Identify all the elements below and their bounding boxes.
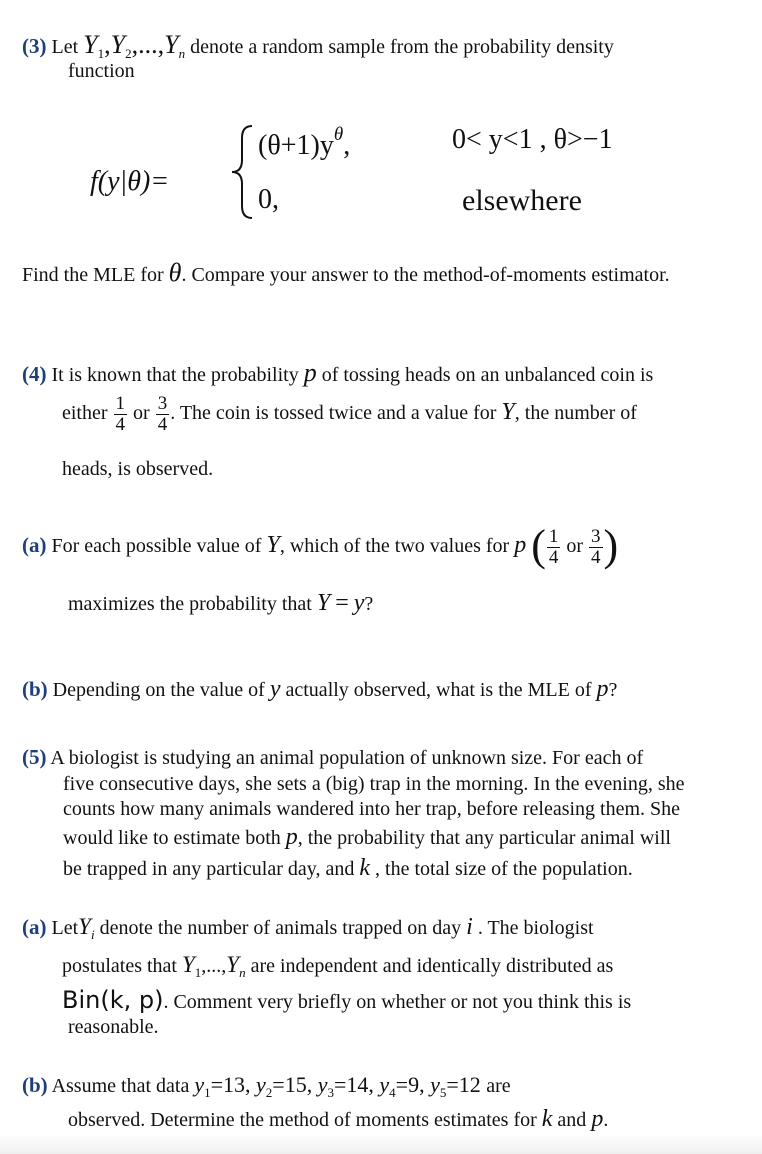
problem-5b-line-1: (b) Assume that data $y_1=13$, $y_2=15$, $y_3=14$, $y_4=9$, $y_5=12$ are — [22, 1072, 511, 1100]
fraction-three-quarters: $\frac{3}{4}$ — [157, 393, 168, 435]
problem-4-number: (4) — [22, 362, 47, 386]
problem-3-intro-let: Let — [51, 36, 79, 58]
case-1-condition: 0< y<1 , θ>−1 — [452, 124, 613, 155]
problem-5-number: (5) — [22, 745, 47, 769]
page-bottom-shadow — [0, 1134, 762, 1154]
problem-3-intro-text: denote a random sample from the probability density — [190, 36, 614, 58]
case-2-condition: elsewhere — [462, 184, 582, 217]
case-1-expression: $(\theta+1)y^\theta$, — [258, 124, 351, 161]
density-lhs: f(y|θ)= — [90, 166, 170, 197]
problem-3-line-1: (3) Let $Y_1,Y_2,...,Yn$ denote a random sample from the probability density — [22, 30, 614, 61]
problem-3-function-word: function — [68, 60, 135, 82]
problem-4b: (b) Depending on the value of y actually observed, what is the MLE of p? — [22, 676, 618, 702]
problem-4a-line-2: maximizes the probability that Y = y? — [68, 590, 374, 616]
problem-3-question: Find the MLE for θ. Compare your answer to the method-of-moments estimator. — [22, 258, 670, 287]
problem-5b-line-2: observed. Determine the method of moments estimates for k and p. — [68, 1106, 609, 1132]
problem-4-line-3: heads, is observed. — [62, 458, 214, 480]
problem-4a: (a) For each possible value of Y, which of the two values for p ( $\frac{1}{4}$ or $\frac{3}{4}$ ) — [22, 521, 619, 570]
sample-y2: $Y_2$ — [110, 30, 132, 61]
problem-4b-label: (b) — [22, 677, 48, 701]
problem-4-line-2: either $\frac{1}{4}$ or $\frac{3}{4}$ . The coin is tossed twice and a value for Y, the number of — [62, 393, 637, 435]
problem-3-number: (3) — [22, 34, 47, 58]
problem-5b-label: (b) — [22, 1073, 48, 1097]
problem-5-body: (5) A biologist is studying an animal population of unknown size. For each of five consecutive days, she sets a (big) trap in the morning. In the evening, she counts how many animals wandered into her trap, before releasing them. She would like to estimate both p, the probability that any particular animal will be trapped in any particular day, and k , the total size of the population. — [22, 745, 685, 881]
problem-5a-line-3: Bin(k, p). Comment very briefly on whether or not you think this is — [62, 986, 632, 1014]
problem-5a-line-4: reasonable. — [68, 1016, 159, 1038]
case-2-expression: 0, — [258, 184, 279, 215]
problem-4-line-1: (4) It is known that the probability p of tossing heads on an unbalanced coin is — [22, 358, 654, 387]
problem-5a-line-2: postulates that $Y_1,...,Y_n$ are independent and identically distributed as — [62, 952, 614, 980]
sample-y1: $Y_1$ — [83, 30, 105, 61]
piecewise-brace — [228, 122, 256, 222]
problem-5a-line-1: (a) LetY$_i$ denote the number of animals trapped on day i . The biologist — [22, 914, 594, 942]
sample-yn: Yn — [164, 30, 186, 61]
problem-5a-label: (a) — [22, 915, 47, 939]
problem-4a-label: (a) — [22, 533, 47, 557]
fraction-one-quarter: $\frac{1}{4}$ — [115, 393, 126, 435]
